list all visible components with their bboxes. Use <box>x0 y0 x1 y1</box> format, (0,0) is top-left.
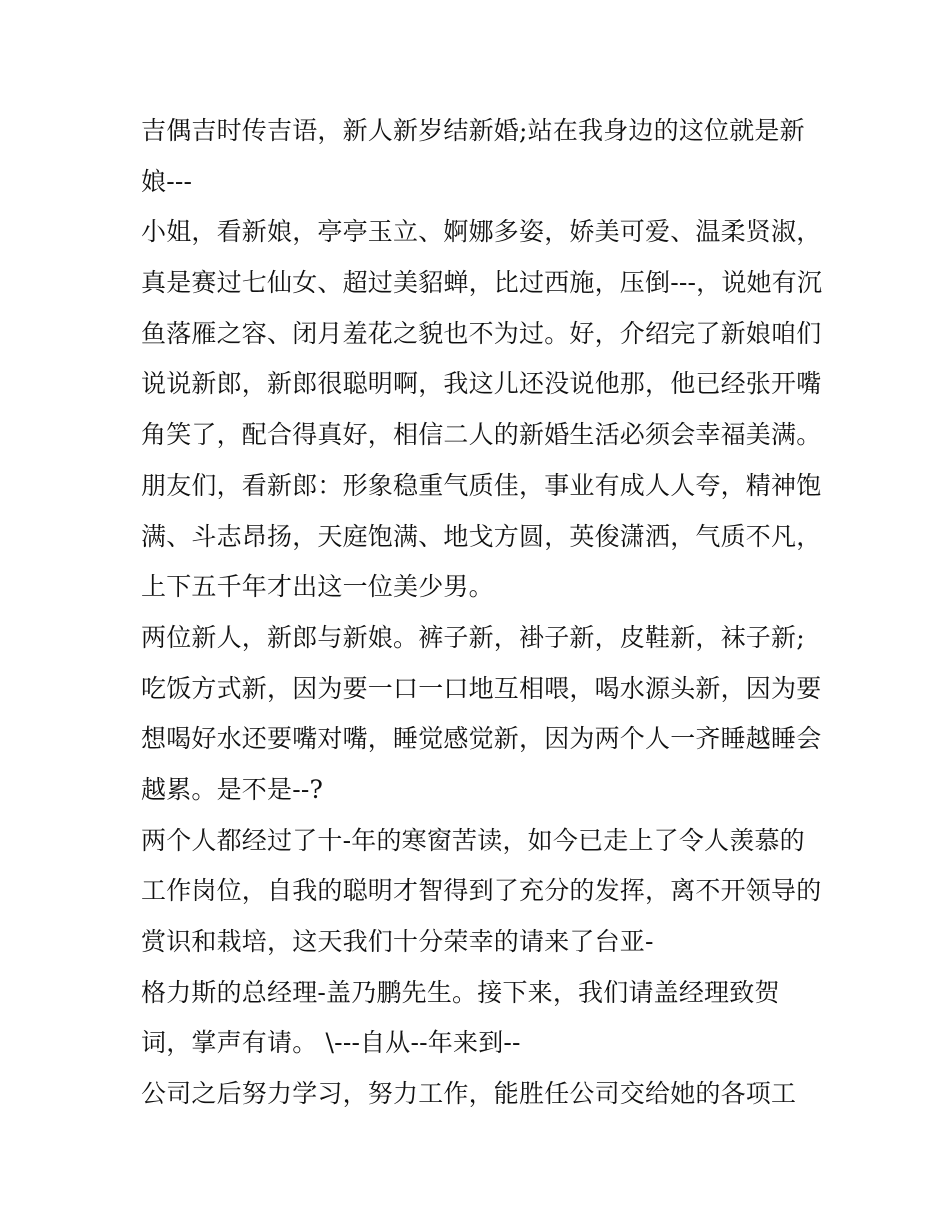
text-line: 工作岗位，自我的聪明才智得到了充分的发挥，离不开领导的 <box>141 876 822 906</box>
text-line: 娘--- <box>141 166 193 196</box>
document-text <box>141 106 831 1120</box>
text-line: 吃饭方式新，因为要一口一口地互相喂，喝水源头新，因为要 <box>141 673 822 703</box>
text-line: 公司之后努力学习，努力工作，能胜任公司交给她的各项工 <box>141 1079 797 1109</box>
text-line: 赏识和栽培，这天我们十分荣幸的请来了台亚- <box>141 927 654 956</box>
text-line: 格力斯的总经理-盖乃鹏先生。接下来，我们请盖经理致贺 <box>141 977 780 1007</box>
text-line: 两个人都经过了十-年的寒窗苦读，如今已走上了令人羡慕的 <box>141 825 805 855</box>
text-line: 朋友们，看新郎：形象稳重气质佳，事业有成人人夸，精神饱 <box>141 470 822 500</box>
text-line: 词，掌声有请。 \---自从--年来到-- <box>141 1028 521 1058</box>
text-line: 鱼落雁之容、闭月羞花之貌也不为过。好，介绍完了新娘咱们 <box>141 318 822 348</box>
text-line: 上下五千年才出这一位美少男。 <box>141 572 494 602</box>
text-line: 想喝好水还要嘴对嘴，睡觉感觉新，因为两个人一齐睡越睡会 <box>141 724 822 754</box>
text-line: 吉偶吉时传吉语，新人新岁结新婚;站在我身边的这位就是新 <box>141 116 805 145</box>
text-line: 说说新郎，新郎很聪明啊，我这儿还没说他那，他已经张开嘴 <box>141 369 822 399</box>
text-line: 真是赛过七仙女、超过美貂蝉，比过西施，压倒---，说她有沉 <box>141 268 823 298</box>
text-line: 两位新人，新郎与新娘。裤子新，褂子新，皮鞋新，袜子新; <box>141 622 805 652</box>
text-line: 角笑了，配合得真好，相信二人的新婚生活必须会幸福美满。 <box>141 420 822 450</box>
text-line: 越累。是不是--? <box>141 774 324 804</box>
text-line: 小姐，看新娘，亭亭玉立、婀娜多姿，娇美可爱、温柔贤淑， <box>141 217 822 247</box>
text-line: 满、斗志昂扬，天庭饱满、地戈方圆，英俊潇洒，气质不凡， <box>141 521 822 551</box>
